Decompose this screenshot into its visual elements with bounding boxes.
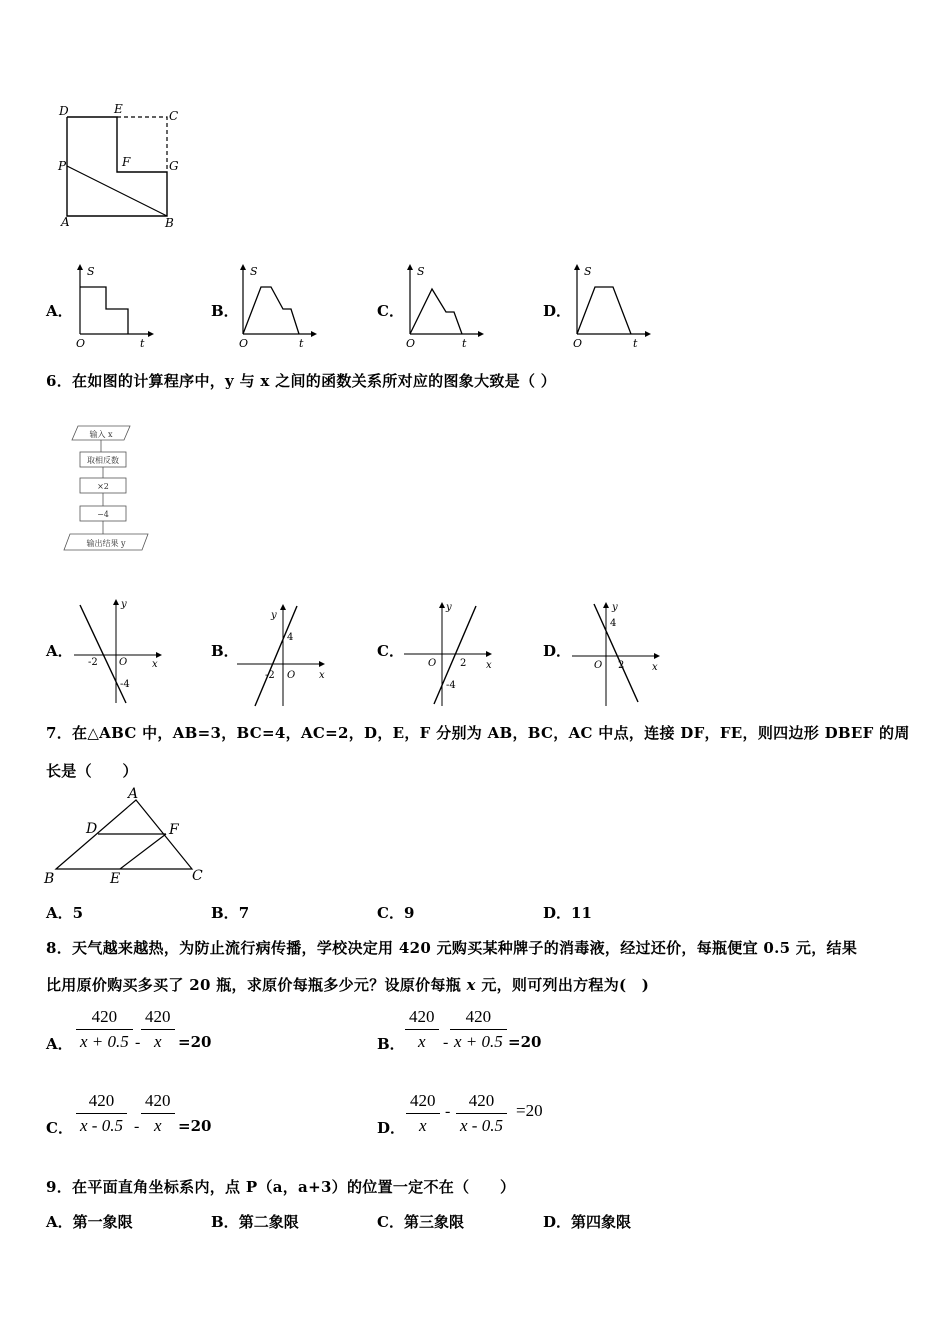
q7-option-a-label: A． xyxy=(46,904,73,922)
q6-option-b-label[interactable]: B． xyxy=(211,642,239,660)
q8-line2-var: x xyxy=(466,976,476,994)
q8-a-frac2 xyxy=(141,1005,175,1054)
q8-b-d2: x + 0.5 xyxy=(454,1032,503,1051)
q9-option-b[interactable] xyxy=(211,1211,299,1232)
q8-d-rhs: =20 xyxy=(516,1101,543,1120)
q8-option-d-label[interactable]: D． xyxy=(377,1119,406,1137)
q7-label-e: E xyxy=(110,871,121,887)
q5-d-o: O xyxy=(573,337,583,350)
q6-b-mark1: 4 xyxy=(287,632,294,643)
q9-option-c-value: 第三象限 xyxy=(403,1213,464,1231)
q7-option-b[interactable] xyxy=(211,902,249,923)
q8-option-a-label[interactable]: A． xyxy=(46,1035,73,1053)
q8-c-frac2 xyxy=(141,1089,175,1138)
q6-flow-step1-text: 取相反数 xyxy=(87,456,119,465)
q8-c-n1: 420 xyxy=(76,1089,127,1114)
q7-triangle-figure xyxy=(42,785,222,890)
q8-a-d1: x + 0.5 xyxy=(80,1032,129,1051)
q7-option-c-value: 9 xyxy=(403,904,415,922)
q6-b-mark2: -2 xyxy=(265,670,275,681)
q8-b-rhs: =20 xyxy=(508,1033,542,1051)
q8-a-frac1 xyxy=(76,1005,133,1054)
q6-c-mark1: 2 xyxy=(460,658,467,669)
q7-option-c-label: C． xyxy=(377,904,404,922)
q6-a-o: O xyxy=(119,657,128,668)
q9-option-c-label: C． xyxy=(377,1213,404,1231)
q6-c-mark2: -4 xyxy=(446,680,456,691)
q6-flowchart xyxy=(58,420,158,555)
q5-label-b: B xyxy=(165,216,174,230)
q5-option-c-label[interactable]: C． xyxy=(377,302,404,320)
q6-d-mark1: 4 xyxy=(610,618,617,629)
q5-a-s: S xyxy=(87,265,95,278)
q8-c-frac1 xyxy=(76,1089,127,1138)
q5-option-b-graph[interactable] xyxy=(233,262,323,352)
q6-c-o: O xyxy=(428,658,437,669)
q9-question-text: 9．在平面直角坐标系内，点 P（a，a+3）的位置一定不在（ ） xyxy=(46,1178,516,1196)
q6-b-y: y xyxy=(271,610,277,621)
q8-d-d1: x xyxy=(418,1116,427,1135)
q5-option-d-graph[interactable] xyxy=(567,262,657,352)
q5-option-c-graph[interactable] xyxy=(400,262,490,352)
q6-d-o: O xyxy=(594,660,603,671)
q8-b-frac1 xyxy=(405,1005,439,1054)
q8-d-op: - xyxy=(445,1103,451,1120)
q7-question-line1: 7．在△ABC 中，AB=3，BC=4，AC=2，D，E，F 分别为 AB，BC，AC 中点，连接 DF，FE，则四边形 DBEF 的周 xyxy=(46,724,910,742)
q8-c-n2: 420 xyxy=(141,1089,175,1114)
q7-option-c[interactable] xyxy=(377,902,414,923)
q6-flow-step2-text: ×2 xyxy=(97,482,109,491)
q8-question-line1: 8．天气越来越热，为防止流行病传播，学校决定用 420 元购买某种牌子的消毒液，经过还价，每瓶便宜 0.5 元，结果 xyxy=(46,939,858,957)
q8-b-n1: 420 xyxy=(405,1005,439,1030)
q6-d-y: y xyxy=(612,602,618,613)
q9-option-d[interactable] xyxy=(543,1211,631,1232)
q5-option-a-graph[interactable] xyxy=(70,262,160,352)
q8-option-b-label[interactable]: B． xyxy=(377,1035,405,1053)
q9-option-a[interactable] xyxy=(46,1211,133,1232)
q7-segment-fe xyxy=(120,834,166,869)
q8-line2-a: 比用原价购买多买了 20 瓶，求原价每瓶多少元？设原价每瓶 xyxy=(46,976,467,994)
q6-question-text: 6．在如图的计算程序中，y 与 x 之间的函数关系所对应的图象大致是（ ） xyxy=(46,372,557,390)
q6-option-a-graph[interactable] xyxy=(70,595,170,705)
q5-label-p: P xyxy=(58,159,67,173)
q6-b-o: O xyxy=(287,670,296,681)
q7-option-b-label: B． xyxy=(211,904,239,922)
q8-b-n2: 420 xyxy=(450,1005,507,1030)
q8-a-rhs: =20 xyxy=(178,1033,212,1051)
q5-c-t: t xyxy=(462,337,467,350)
q6-flow-step3-text: −4 xyxy=(97,510,109,519)
q5-d-t: t xyxy=(633,337,638,350)
q6-flow-output-text: 输出结果 y xyxy=(86,539,126,548)
q8-c-d2: x xyxy=(153,1116,162,1135)
q6-option-a-label[interactable]: A． xyxy=(46,642,73,660)
q6-d-x: x xyxy=(652,662,658,673)
q5-a-t: t xyxy=(140,337,145,350)
q7-option-a-value: 5 xyxy=(72,904,84,922)
q9-option-d-value: 第四象限 xyxy=(571,1213,632,1231)
q7-label-f: F xyxy=(169,822,179,838)
q6-a-y: y xyxy=(121,599,127,610)
q8-line2-b: 元，则可列出方程为( ) xyxy=(475,976,650,994)
q7-option-b-value: 7 xyxy=(238,904,250,922)
q8-b-op: - xyxy=(443,1034,449,1051)
q5-option-b-label[interactable]: B． xyxy=(211,302,239,320)
q5-b-s: S xyxy=(250,265,258,278)
q6-option-c-label[interactable]: C． xyxy=(377,642,404,660)
q7-label-b: B xyxy=(44,871,55,887)
q8-a-op: - xyxy=(135,1034,141,1051)
q8-d-d2: x - 0.5 xyxy=(460,1116,503,1135)
q8-b-d1: x xyxy=(417,1032,426,1051)
q5-c-s: S xyxy=(417,265,425,278)
q8-d-n2: 420 xyxy=(456,1089,507,1114)
q5-option-a-label[interactable]: A． xyxy=(46,302,73,320)
q6-option-c-graph[interactable] xyxy=(400,598,500,708)
q9-option-b-label: B． xyxy=(211,1213,239,1231)
q8-c-d1: x - 0.5 xyxy=(80,1116,123,1135)
q8-b-frac2 xyxy=(450,1005,507,1054)
q5-d-s: S xyxy=(584,265,592,278)
q9-option-a-value: 第一象限 xyxy=(72,1213,133,1231)
q8-a-n2: 420 xyxy=(141,1005,175,1030)
q6-d-mark2: 2 xyxy=(618,660,625,671)
q9-option-b-value: 第二象限 xyxy=(238,1213,299,1231)
q6-option-d-graph[interactable] xyxy=(568,598,668,708)
q6-b-x: x xyxy=(319,670,325,681)
q6-a-mark2: -4 xyxy=(120,679,130,690)
q5-geometry-figure xyxy=(55,100,195,235)
q6-a-x: x xyxy=(152,659,158,670)
q8-a-n1: 420 xyxy=(76,1005,133,1030)
q5-b-t: t xyxy=(299,337,304,350)
q5-option-d-label[interactable]: D． xyxy=(543,302,572,320)
q8-option-c-label[interactable]: C． xyxy=(46,1119,73,1137)
q9-option-a-label: A． xyxy=(46,1213,73,1231)
q8-c-rhs: =20 xyxy=(178,1117,212,1135)
q6-a-mark1: -2 xyxy=(88,657,98,668)
q5-label-e: E xyxy=(114,102,123,116)
q5-b-o: O xyxy=(239,337,249,350)
q5-c-o: O xyxy=(406,337,416,350)
q7-label-a: A xyxy=(128,786,139,802)
q7-option-d-value: 11 xyxy=(571,904,592,922)
q8-d-frac2 xyxy=(456,1089,507,1138)
q7-option-d-label: D． xyxy=(543,904,572,922)
q6-flow-input-text: 输入 x xyxy=(89,430,113,439)
q5-a-o: O xyxy=(76,337,86,350)
q5-label-d: D xyxy=(59,104,69,118)
q9-option-d-label: D． xyxy=(543,1213,572,1231)
q8-d-frac1 xyxy=(406,1089,440,1138)
q7-question-line2: 长是（ ） xyxy=(46,762,138,780)
q7-label-d: D xyxy=(86,821,98,837)
q8-d-n1: 420 xyxy=(406,1089,440,1114)
q5-segment-pb xyxy=(67,166,167,216)
q8-question-line2 xyxy=(46,974,649,995)
q5-label-c: C xyxy=(169,109,179,123)
q6-option-d-label[interactable]: D． xyxy=(543,642,572,660)
q9-option-c[interactable] xyxy=(377,1211,464,1232)
q6-option-b-graph[interactable] xyxy=(233,600,333,710)
q5-label-f: F xyxy=(122,155,131,169)
q5-label-a: A xyxy=(61,215,70,229)
q7-label-c: C xyxy=(192,868,203,884)
q7-option-a[interactable] xyxy=(46,902,83,923)
q6-c-x: x xyxy=(486,660,492,671)
q7-option-d[interactable] xyxy=(543,902,592,923)
q6-c-y: y xyxy=(446,602,452,613)
q8-a-d2: x xyxy=(153,1032,162,1051)
q5-label-g: G xyxy=(169,159,179,173)
q8-c-op: - xyxy=(134,1118,140,1135)
q5-figure-outline xyxy=(67,117,167,216)
